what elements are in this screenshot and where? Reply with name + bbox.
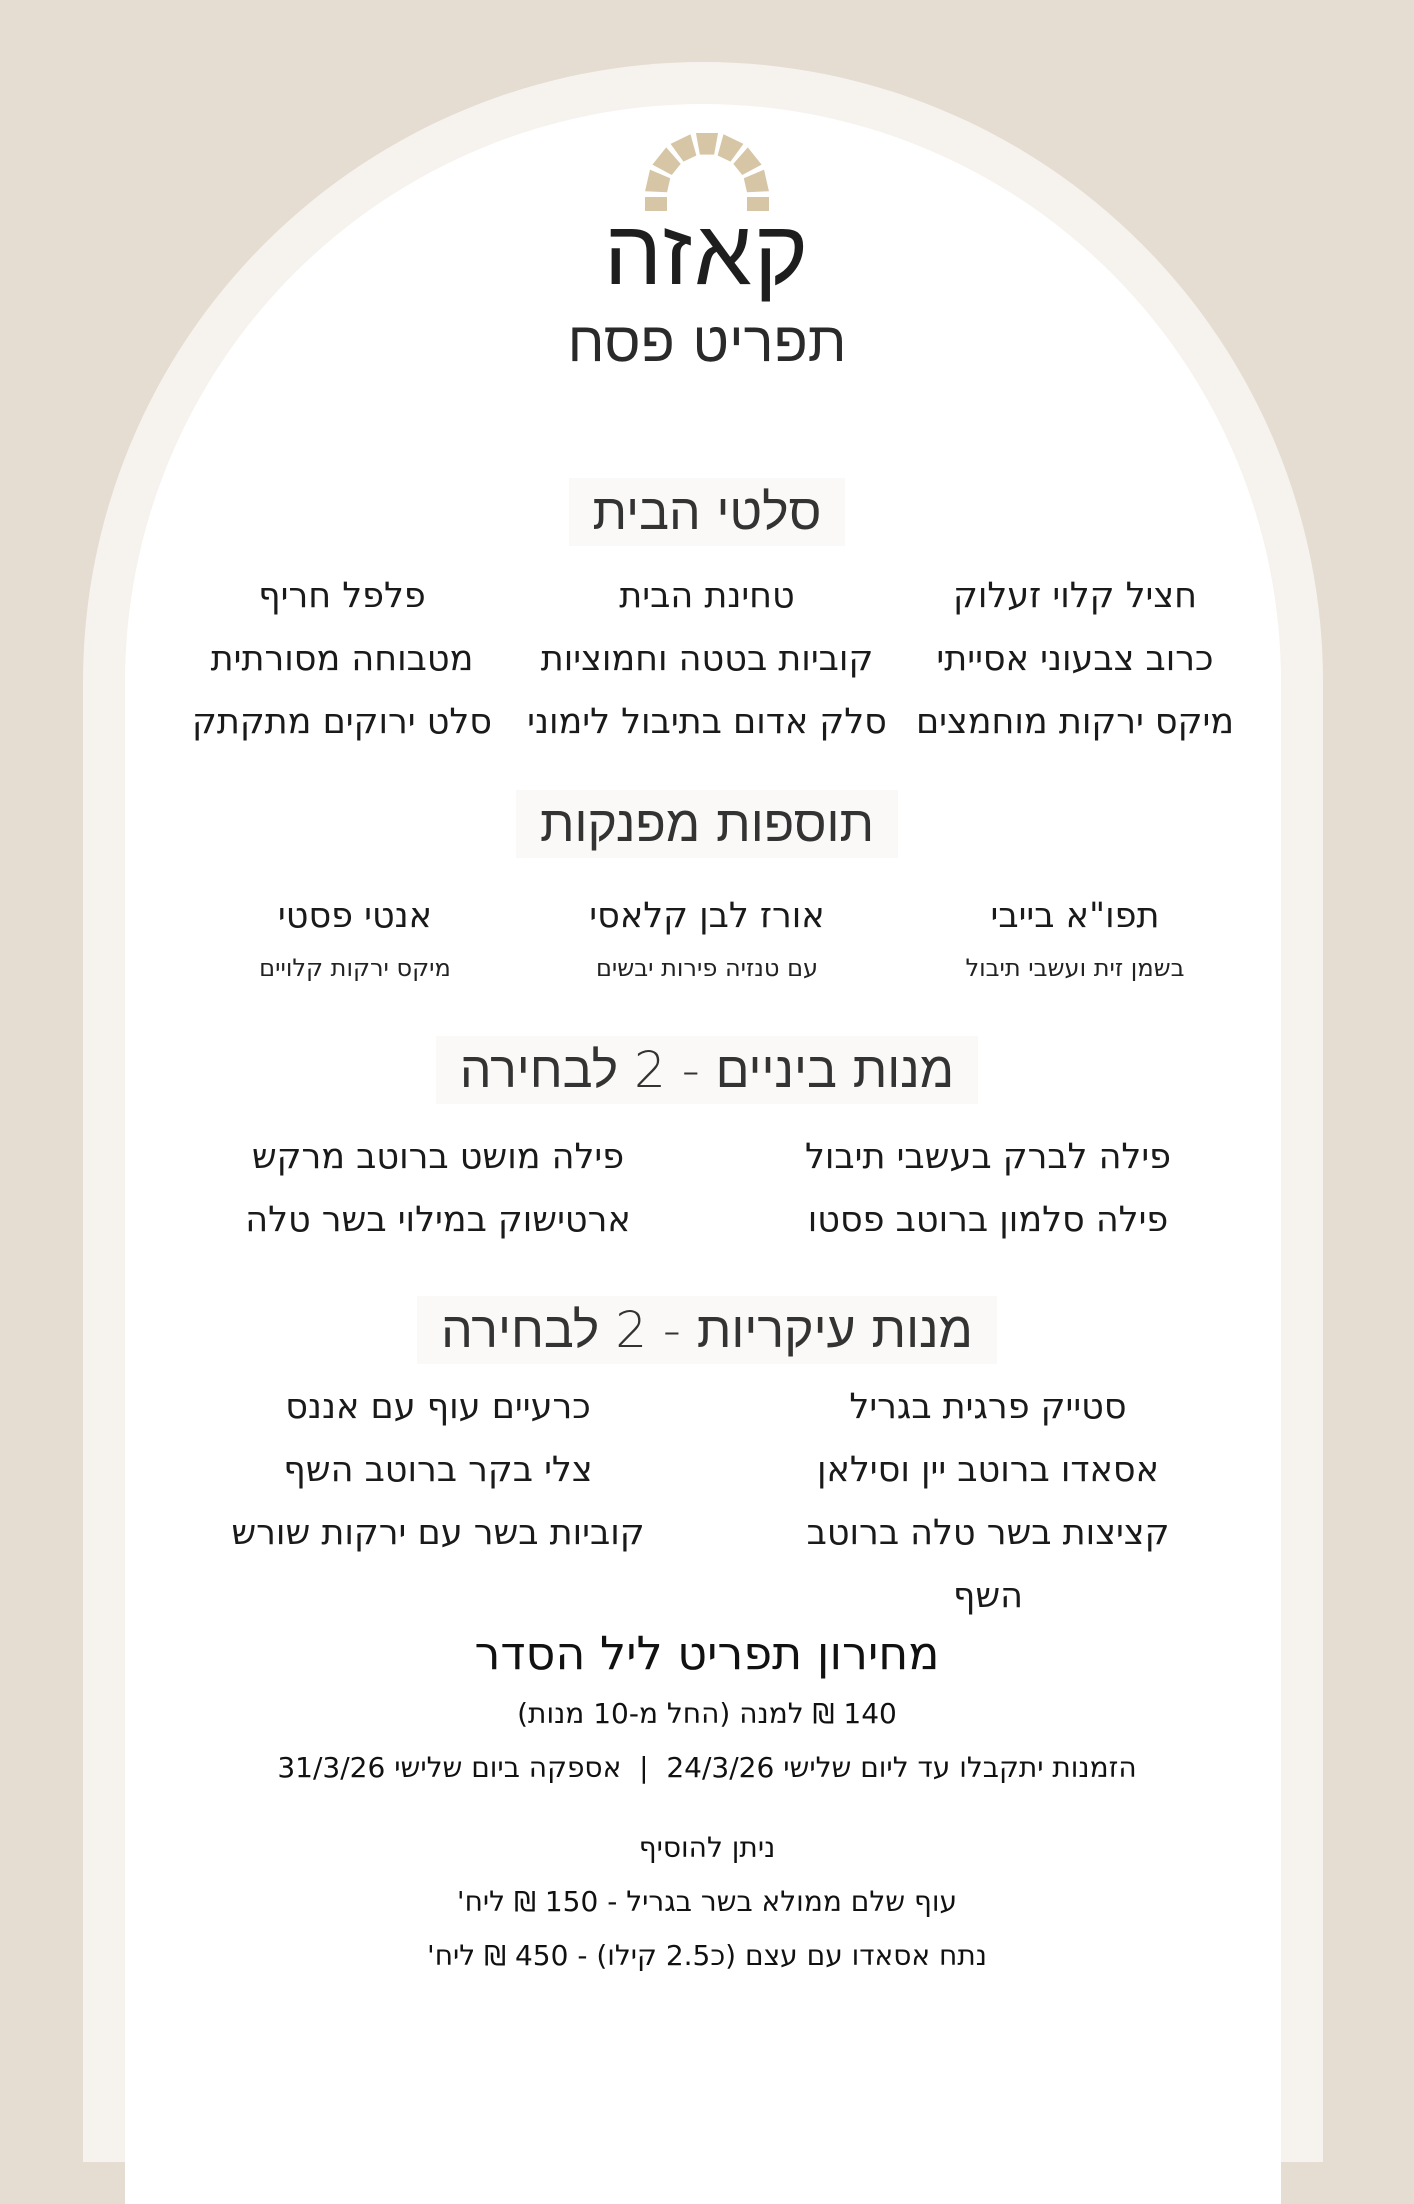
salad-item: קוביות בטטה וחמוציות [540,639,874,679]
addon-item: עוף שלם ממולא בשר בגריל - 150 ₪ ליח' [456,1885,958,1918]
main-item: צלי בקר ברוטב השף [283,1450,593,1490]
sides-heading: תוספות מפנקות [516,790,898,858]
mains-column-left [218,1376,658,1565]
salads-column-left [142,565,542,754]
side-item-name: אורז לבן קלאסי [589,896,825,936]
addon-item: נתח אסאדו עם עצם (כ2.5 קילו) - 450 ₪ ליח' [427,1939,987,1972]
side-item-desc: בשמן זית ועשבי תיבול [965,954,1185,982]
starters-heading-wrap [0,1036,1414,1104]
order-dates: הזמנות יתקבלו עד ליום שלישי 24/3/26 | אספקה ביום שלישי 31/3/26 [277,1751,1137,1784]
mains-column-right [768,1376,1208,1628]
salad-item: סלק אדום בתיבול לימוני [527,702,887,742]
salad-item: מיקס ירקות מוחמצים [915,702,1235,742]
salad-item: כרוב צבעוני אסייתי [936,639,1214,679]
salad-item: סלט ירוקים מתקתק [192,702,492,742]
starters-heading: מנות ביניים - 2 לבחירה [436,1036,978,1104]
sides-heading-wrap [0,790,1414,858]
main-item: כרעיים עוף עם אננס [285,1387,591,1427]
salad-item: מטבוחה מסורתית [210,639,474,679]
main-item: קציצות בשר טלה ברוטב השף [806,1513,1170,1616]
salad-item: חציל קלוי זעלוק [953,576,1197,616]
side-item-3 [155,885,555,988]
side-item-name: תפו"א בייבי [990,896,1160,936]
starter-item: פילה מושט ברוטב מרקש [251,1137,625,1177]
side-item-desc: עם טנזיה פירות יבשים [595,954,819,982]
starter-item: פילה לברק בעשבי תיבול [804,1137,1172,1177]
logo-brick [696,133,718,155]
menu-title: תפריט פסח [567,310,847,375]
side-item-2 [507,885,907,988]
starter-item: פילה סלמון ברוטב פסטו [807,1200,1169,1240]
logo-brick [744,170,769,193]
salads-column-middle [507,565,907,754]
mains-heading: מנות עיקריות - 2 לבחירה [417,1296,997,1364]
main-item: אסאדו ברוטב יין וסילאן [816,1450,1160,1490]
main-item: קוביות בשר עם ירקות שורש [231,1513,645,1553]
brand-name: קאזה [603,199,811,306]
salads-heading-wrap [0,478,1414,546]
starters-column-left [228,1126,648,1252]
salad-item: פלפל חריף [258,576,426,616]
salads-column-right [875,565,1275,754]
logo-brick [645,170,670,193]
price-per-portion: 140 ₪ למנה (החל מ-10 מנות) [517,1697,897,1730]
main-item: סטייק פרגית בגריל [849,1387,1127,1427]
salad-item: טחינת הבית [619,576,795,616]
side-item-desc: מיקס ירקות קלויים [259,954,451,982]
starter-item: ארטישוק במילוי בשר טלה [245,1200,631,1240]
mains-heading-wrap [0,1296,1414,1364]
side-item-name: אנטי פסטי [277,896,433,936]
salads-heading: סלטי הבית [569,478,846,546]
addons-title: ניתן להוסיף [638,1831,776,1864]
pricing-title: מחירון תפריט ליל הסדר [474,1626,940,1680]
side-item-1 [875,885,1275,988]
starters-column-right [788,1126,1188,1252]
